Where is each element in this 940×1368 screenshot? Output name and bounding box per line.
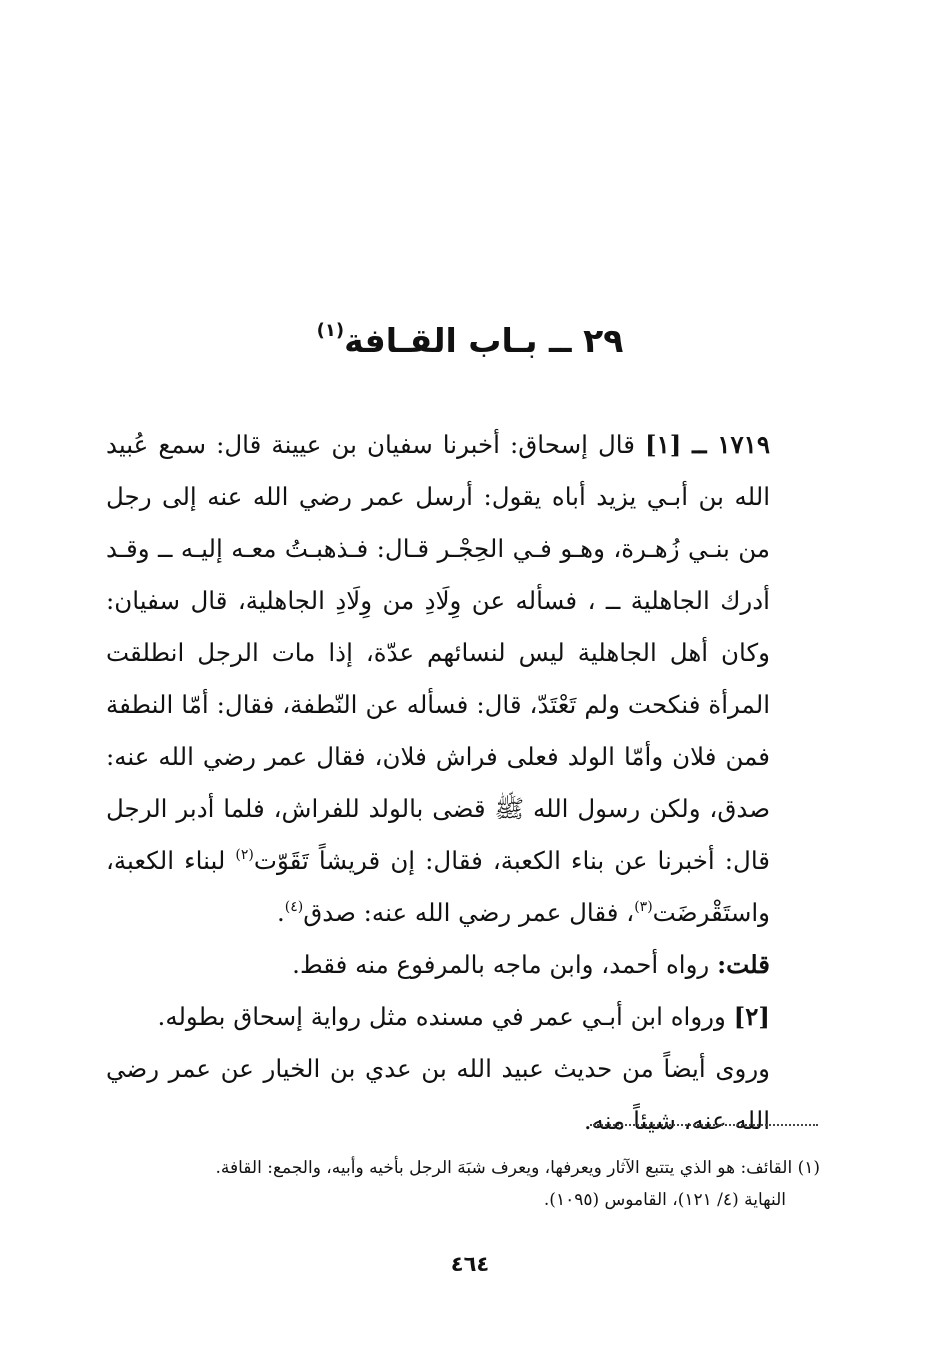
footnote-1-line-1: (١) القائف: هو الذي يتتبع الآثار ويعرفها، ويعرف شبَهَ الرجل بأخيه وأبيه، والجمع: القافة.: [215, 1158, 820, 1178]
commentary-label: قلت:: [717, 950, 770, 979]
footnote-ref-1: (١): [316, 320, 345, 341]
hadith-number: ١٧١٩ ــ [١]: [645, 430, 770, 459]
hadith-paragraph: [106, 419, 818, 939]
hadith-text-part-1: قال إسحاق: أخبرنا سفيان بن عيينة قال: سمع عُبيد الله بن أبـي يزيد أباه يقول: أرسل عمر رضي الله عنه إلى رجل من بنـي زُهـرة، وهـو فـي الحِجْـر قـال: فـذهبـتُ معـه إليـه ــ وقـد أدرك الجاهلية ــ ، فسأله عن وِلَادِ من وِلَادِ الجاهلية، قال سفيان: وكان أهل الجاهلية ليس لنسائهم عدّة، إذا مات الرجل انطلقت المرأة فنكحت ولم تَعْتَدّ، قال: فسأله عن النّطفة، فقال: أمّا النطفة فمن فلان وأمّا الولد فعلى فراش فلان، فقال عمر رضي الله عنه: صدق، ولكن رسول الله ﷺ قضى بالولد للفراش، فلما أدبر الرجل قال: أخبرنا عن بناء الكعبة، فقال: إن قريشاً تَقَوّت: [106, 430, 770, 875]
footnote-ref-2: (٢): [235, 847, 254, 863]
commentary-paragraph: [106, 939, 818, 991]
footnote-1-line-2: النهاية (٤/ ١٢١)، القاموس (١٠٩٥).: [543, 1190, 786, 1210]
commentary-text: رواه أحمد، وابن ماجه بالمرفوع منه فقط.: [292, 950, 718, 979]
hadith-text-part-2: لبناء الكعبة، واستَقْرضَت: [106, 846, 770, 927]
footnote-separator: [590, 1124, 818, 1126]
chapter-title-text: ٢٩ ــ بـاب القـافة: [344, 321, 624, 360]
footnote-ref-3: (٣): [634, 899, 653, 915]
chapter-title: [0, 308, 940, 364]
page-number: ٤٦٤: [450, 1252, 490, 1276]
hadith-text-part-4: .: [276, 898, 285, 927]
footnote-ref-4: (٤): [284, 899, 304, 915]
narration-text-2: وروى أيضاً من حديث عبيد الله بن عدي بن الخيار عن عمر رضي الله عنه، شيئاً منه.: [106, 1054, 770, 1135]
footnotes: [100, 1152, 820, 1216]
narration-text: ورواه ابن أبـي عمر في مسنده مثل رواية إسحاق بطوله.: [157, 1002, 734, 1031]
hadith-text-part-3: ، فقال عمر رضي الله عنه: صدق: [303, 898, 635, 927]
narration-number: [٢]: [733, 1002, 770, 1031]
narration-paragraph-2: [106, 991, 818, 1043]
narration-paragraph-3: [106, 1043, 818, 1147]
main-text: [106, 419, 818, 1147]
